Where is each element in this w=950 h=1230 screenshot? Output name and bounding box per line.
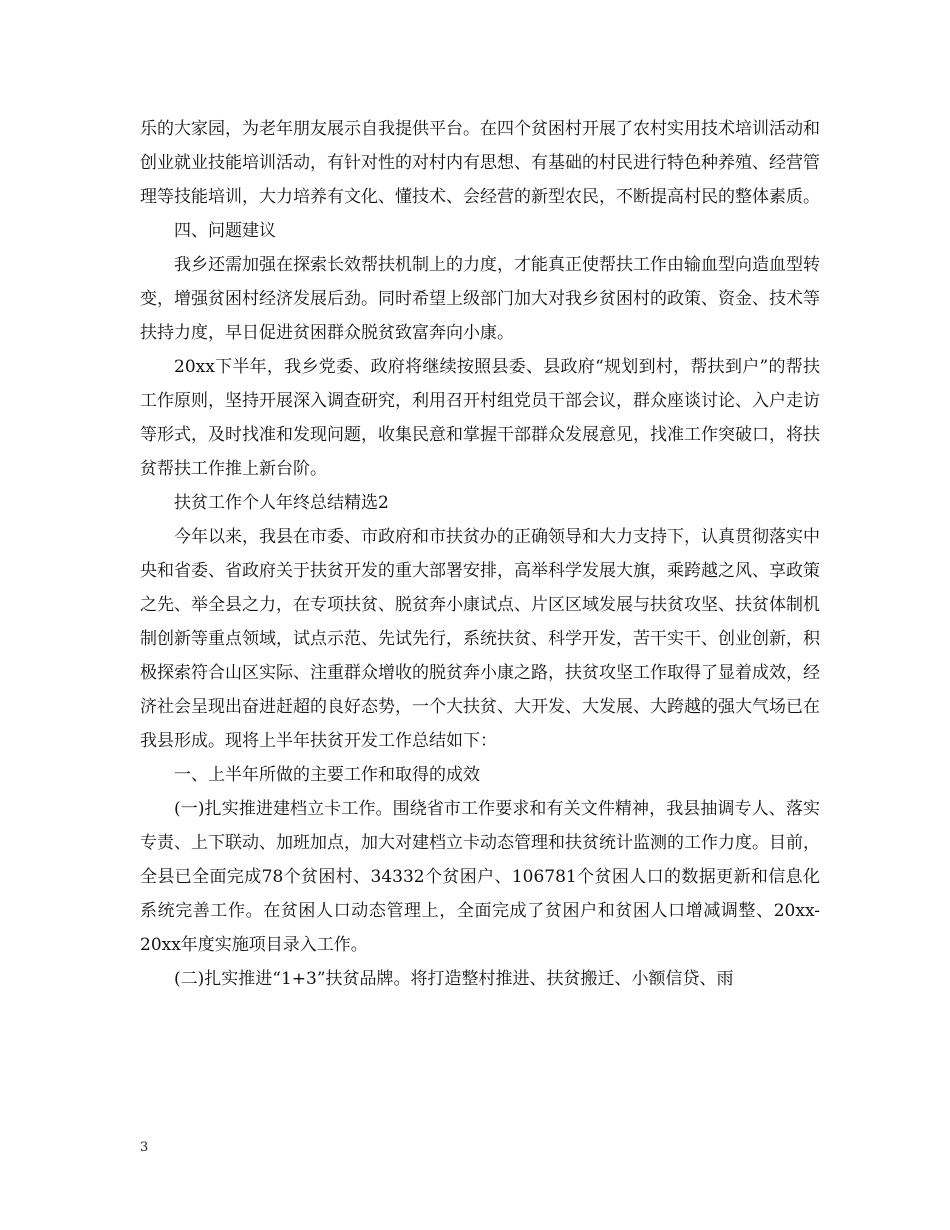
paragraph-5: (一)扎实推进建档立卡工作。围绕省市工作要求和有关文件精神，我县抽调专人、落实专责、上下联动、加班加点，加大对建档立卡动态管理和扶贫统计监测的工作力度。目前，全县已全面完成78个贫困村、34332个贫困户、106781个贫困人口的数据更新和信息化系统完善工作。在贫困人口动态管理上，全面完成了贫困户和贫困人口增减调整、20xx-20xx年度实施项目录入工作。 [140, 799, 820, 955]
page-number: 3 [140, 1140, 149, 1155]
paragraph-1: 乐的大家园，为老年朋友展示自我提供平台。在四个贫困村开展了农村实用技术培训活动和创业就业技能培训活动，有针对性的对村内有思想、有基础的村民进行特色种养殖、经营管理等技能培训，大力培养有文化、懂技术、会经营的新型农民，不断提高村民的整体素质。 [140, 119, 820, 207]
body-text [140, 112, 820, 996]
section-heading-4: 四、问题建议 [174, 221, 276, 241]
section-heading-1: 一、上半年所做的主要工作和取得的成效 [174, 765, 480, 785]
paragraph-3: 20xx下半年，我乡党委、政府将继续按照县委、县政府“规划到村，帮扶到户”的帮扶工作原则，坚持开展深入调查研究，利用召开村组党员干部会议，群众座谈讨论、入户走访等形式，及时找准和发现问题，收集民意和掌握干部群众发展意见，找准工作突破口，将扶贫帮扶工作推上新台阶。 [140, 357, 820, 479]
paragraph-2: 我乡还需加强在探索长效帮扶机制上的力度，才能真正使帮扶工作由输血型向造血型转变，增强贫困村经济发展后劲。同时希望上级部门加大对我乡贫困村的政策、资金、技术等扶持力度，早日促进贫困群众脱贫致富奔向小康。 [140, 255, 820, 343]
article-title: 扶贫工作个人年终总结精选2 [174, 493, 389, 513]
paragraph-6: (二)扎实推进“1+3”扶贫品牌。将打造整村推进、扶贫搬迁、小额信贷、雨 [174, 969, 734, 989]
paragraph-4: 今年以来，我县在市委、市政府和市扶贫办的正确领导和大力支持下，认真贯彻落实中央和省委、省政府关于扶贫开发的重大部署安排，高举科学发展大旗，乘跨越之风、享政策之先、举全县之力，在专项扶贫、脱贫奔小康试点、片区区域发展与扶贫攻坚、扶贫体制机制创新等重点领域，试点示范、先试先行，系统扶贫、科学开发，苦干实干、创业创新，积极探索符合山区实际、注重群众增收的脱贫奔小康之路，扶贫攻坚工作取得了显着成效，经济社会呈现出奋进赶超的良好态势，一个大扶贫、大开发、大发展、大跨越的强大气场已在我县形成。现将上半年扶贫开发工作总结如下： [140, 527, 820, 751]
